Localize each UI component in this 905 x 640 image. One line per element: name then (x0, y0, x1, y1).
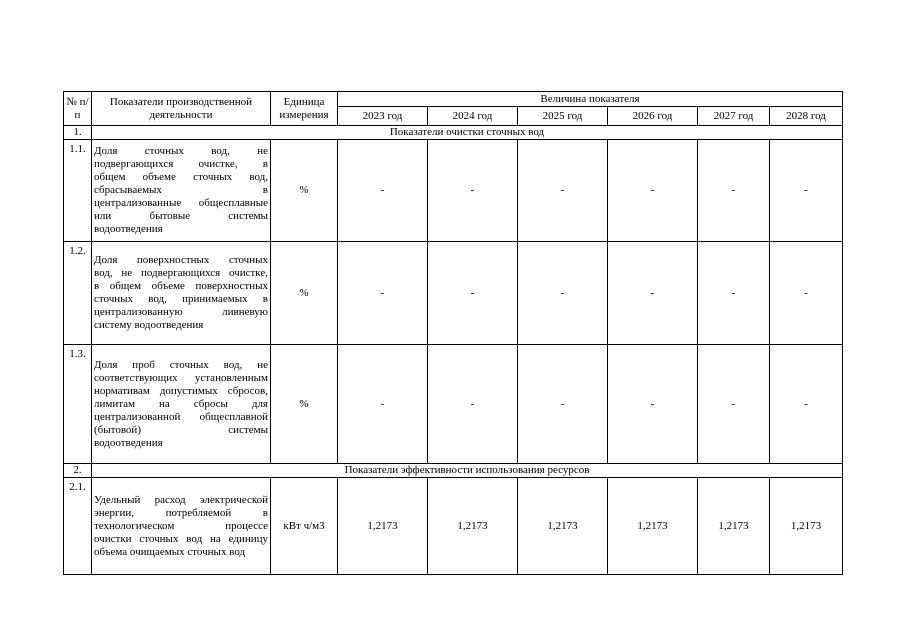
row-num: 1.2. (64, 242, 92, 345)
description-line: лимитам на сбросы для (94, 397, 268, 410)
description-line: вод, не подвергающихся очистке, (94, 267, 268, 279)
section-title: Показатели эффективности использования ресурсов (92, 464, 843, 478)
row-value: - (698, 242, 770, 345)
row-value: - (338, 345, 428, 464)
row-value: - (770, 140, 843, 242)
row-value: - (338, 242, 428, 345)
header-unit: Единица измерения (271, 92, 338, 126)
description-line: подвергающихся очистке, в (94, 158, 268, 170)
section-row (64, 126, 843, 140)
description-line: очистки сточных вод на единицу (94, 532, 268, 545)
row-unit: кВт ч/м3 (271, 478, 338, 575)
row-value: - (770, 345, 843, 464)
section-title: Показатели очистки сточных вод (92, 126, 843, 140)
description-line: Доля поверхностных сточных (94, 254, 268, 266)
row-unit: % (271, 140, 338, 242)
row-value: - (518, 345, 608, 464)
description-line: Доля проб сточных вод, не (94, 358, 268, 371)
row-value: - (608, 242, 698, 345)
table-row (64, 242, 843, 345)
row-description (92, 345, 271, 464)
row-value: - (518, 140, 608, 242)
row-value: - (698, 140, 770, 242)
description-line: централизованные общесплавные (94, 197, 268, 209)
description-line: водоотведения (94, 436, 163, 449)
description-line: систему водоотведения (94, 319, 204, 331)
description-line: нормативам допустимых сбросов, (94, 384, 268, 397)
description-line: Доля сточных вод, не (94, 145, 268, 157)
table-row (64, 345, 843, 464)
header-year: 2023 год (338, 107, 428, 126)
header-indicator: Показатели производственной деятельности (92, 92, 271, 126)
row-value: 1,2173 (770, 478, 843, 575)
description-line: сбрасываемых в (94, 184, 268, 196)
row-value: - (518, 242, 608, 345)
row-value: - (338, 140, 428, 242)
header-year: 2026 год (608, 107, 698, 126)
header-year: 2027 год (698, 107, 770, 126)
description-line: общем объеме сточных вод, (94, 171, 268, 183)
row-value: 1,2173 (338, 478, 428, 575)
table-row (64, 478, 843, 575)
description-line: Удельный расход электрической (94, 493, 268, 506)
row-value: - (698, 345, 770, 464)
indicators-table (63, 91, 843, 575)
row-description (92, 478, 271, 575)
table-row (64, 140, 843, 242)
row-unit: % (271, 345, 338, 464)
description-line: объема очищаемых сточных вод (94, 545, 246, 558)
row-value: 1,2173 (518, 478, 608, 575)
description-line: сточных вод, принимаемых в (94, 293, 268, 305)
row-value: - (428, 345, 518, 464)
header-num: № п/п (64, 92, 92, 126)
description-line: в общем объеме поверхностных (94, 280, 268, 292)
section-row (64, 464, 843, 478)
row-value: - (770, 242, 843, 345)
row-description (92, 242, 271, 345)
section-num: 1. (64, 126, 92, 140)
row-value: - (428, 140, 518, 242)
row-description (92, 140, 271, 242)
row-value: 1,2173 (608, 478, 698, 575)
description-line: централизованной общесплавной (94, 410, 268, 423)
description-line: соответствующих установленным (94, 371, 268, 384)
row-value: - (608, 345, 698, 464)
description-line: или бытовые системы (94, 210, 268, 222)
header-year: 2025 год (518, 107, 608, 126)
row-value: - (428, 242, 518, 345)
row-num: 1.1. (64, 140, 92, 242)
description-line: водоотведения (94, 223, 163, 235)
row-unit: % (271, 242, 338, 345)
row-num: 1.3. (64, 345, 92, 464)
description-line: энергии, потребляемой в (94, 506, 268, 519)
row-num: 2.1. (64, 478, 92, 575)
row-value: 1,2173 (698, 478, 770, 575)
description-line: технологическом процессе (94, 519, 268, 532)
row-value: - (608, 140, 698, 242)
row-value: 1,2173 (428, 478, 518, 575)
header-year: 2024 год (428, 107, 518, 126)
header-row-1 (64, 92, 843, 107)
section-num: 2. (64, 464, 92, 478)
description-line: централизованную ливневую (94, 306, 268, 318)
header-value: Величина показателя (338, 92, 843, 107)
header-year: 2028 год (770, 107, 843, 126)
description-line: (бытовой) системы (94, 423, 268, 436)
